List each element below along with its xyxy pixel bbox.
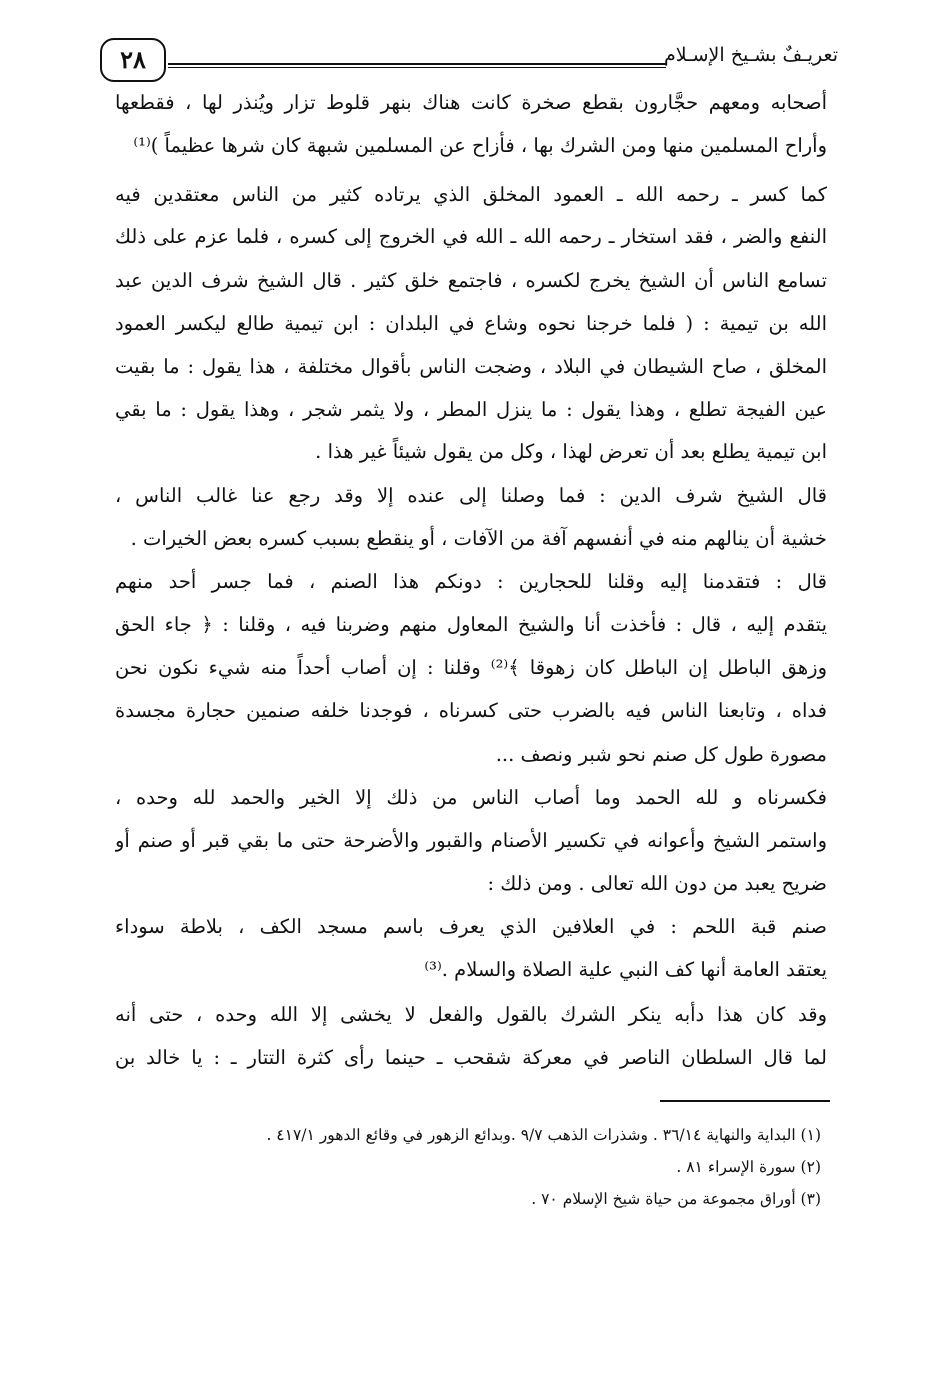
- text-line: أصحابه ومعهم حجَّارون بقطع صخرة كانت هناك بنهر قلوط تزار ويُنذر لها ، فقطعها: [115, 91, 827, 114]
- text-line: صنم قبة اللحم : في العلافين الذي يعرف باسم مسجد الكف ، بلاطة سوداء: [115, 915, 827, 938]
- text-line: مصورة طول كل صنم نحو شبر ونصف ...: [495, 743, 827, 766]
- footnote: (١) البداية والنهاية ٣٦/١٤ . وشذرات الذهب ٩/٧ .وبدائع الزهور في وقائع الدهور ٤١٧/١ .: [266, 1126, 821, 1144]
- header-rule: [168, 63, 666, 65]
- footnote: (٣) أوراق مجموعة من حياة شيخ الإسلام ٧٠ .: [531, 1190, 821, 1208]
- text-line: قال الشيخ شرف الدين : فما وصلنا إلى عنده إلا وقد رجع عنا غالب الناس ،: [115, 484, 827, 507]
- footnote-separator: [660, 1100, 830, 1102]
- running-title: تعريـفٌ بشـيخ الإسـلام: [663, 44, 838, 66]
- text-line: فداه ، وتابعنا الناس فيه بالضرب حتى كسرناه ، فوجدنا خلفه صنمين حجارة مجسدة: [115, 699, 827, 722]
- text-line: عين الفيجة تطلع ، وهذا يقول : ما ينزل المطر ، ولا يثمر شجر ، وهذا يقول : ما بقي: [115, 398, 827, 421]
- text-line: النفع والضر ، فقد استخار ـ رحمه الله ـ الله في الخروج إلى كسره ، فلما عزم على ذلك: [115, 225, 827, 248]
- page-header: [100, 30, 838, 80]
- text-line: فكسرناه و لله الحمد وما أصاب الناس من ذلك إلا الخير والحمد لله وحده ،: [115, 786, 827, 809]
- text-line: المخلق ، صاح الشيطان في البلاد ، وضجت الناس بأقوال مختلفة ، هذا يقول : ما بقيت: [115, 355, 827, 378]
- page-number: ٢٨: [100, 38, 166, 82]
- text-line: وزهق الباطل إن الباطل كان زهوقا ﴾⁽²⁾ وقلنا : إن أصاب أحداً منه شيء نكون نحن: [115, 656, 827, 679]
- text-line: واستمر الشيخ وأعوانه في تكسير الأصنام والقبور والأضرحة حتى ما بقي قبر أو صنم أو: [115, 829, 827, 852]
- text-line: وأراح المسلمين منها ومن الشرك بها ، فأزاح عن المسلمين شبهة كان شرها عظيماً )⁽¹⁾: [133, 134, 827, 157]
- text-line: يتقدم إليه ، قال : فأخذت أنا والشيخ المعاول منهم وضربنا فيه ، وقلنا : ﴿ جاء الحق: [115, 613, 827, 636]
- footnote: (٢) سورة الإسراء ٨١ .: [676, 1158, 821, 1176]
- header-rule-thin: [168, 67, 666, 68]
- text-line: ابن تيمية يطلع بعد أن تعرض لهذا ، وكل من يقول شيئاً غير هذا .: [315, 440, 827, 463]
- text-line: لما قال السلطان الناصر في معركة شقحب ـ حينما رأى كثرة التتار ـ : يا خالد بن: [115, 1046, 827, 1069]
- text-line: خشية أن ينالهم منه في أنفسهم آفة من الآفات ، أو ينقطع بسبب كسره بعض الخيرات .: [130, 527, 827, 550]
- text-line: الله بن تيمية : ( فلما خرجنا نحوه وشاع في البلدان : ابن تيمية طالع ليكسر العمود: [115, 312, 827, 335]
- text-line: وقد كان هذا دأبه ينكر الشرك بالقول والفعل لا يخشى إلا الله وحده ، حتى أنه: [115, 1003, 827, 1026]
- text-line: قال : فتقدمنا إليه وقلنا للحجارين : دونكم هذا الصنم ، فما جسر أحد منهم: [115, 570, 827, 593]
- text-line: تسامع الناس أن الشيخ يخرج لكسره ، فاجتمع خلق كثير . قال الشيخ شرف الدين عبد: [115, 269, 827, 292]
- text-line: ضريح يعبد من دون الله تعالى . ومن ذلك :: [487, 872, 827, 895]
- text-line: كما كسر ـ رحمه الله ـ العمود المخلق الذي يرتاده كثير من الناس معتقدين فيه: [115, 183, 827, 206]
- text-line: يعتقد العامة أنها كف النبي علية الصلاة والسلام .⁽³⁾: [424, 958, 827, 981]
